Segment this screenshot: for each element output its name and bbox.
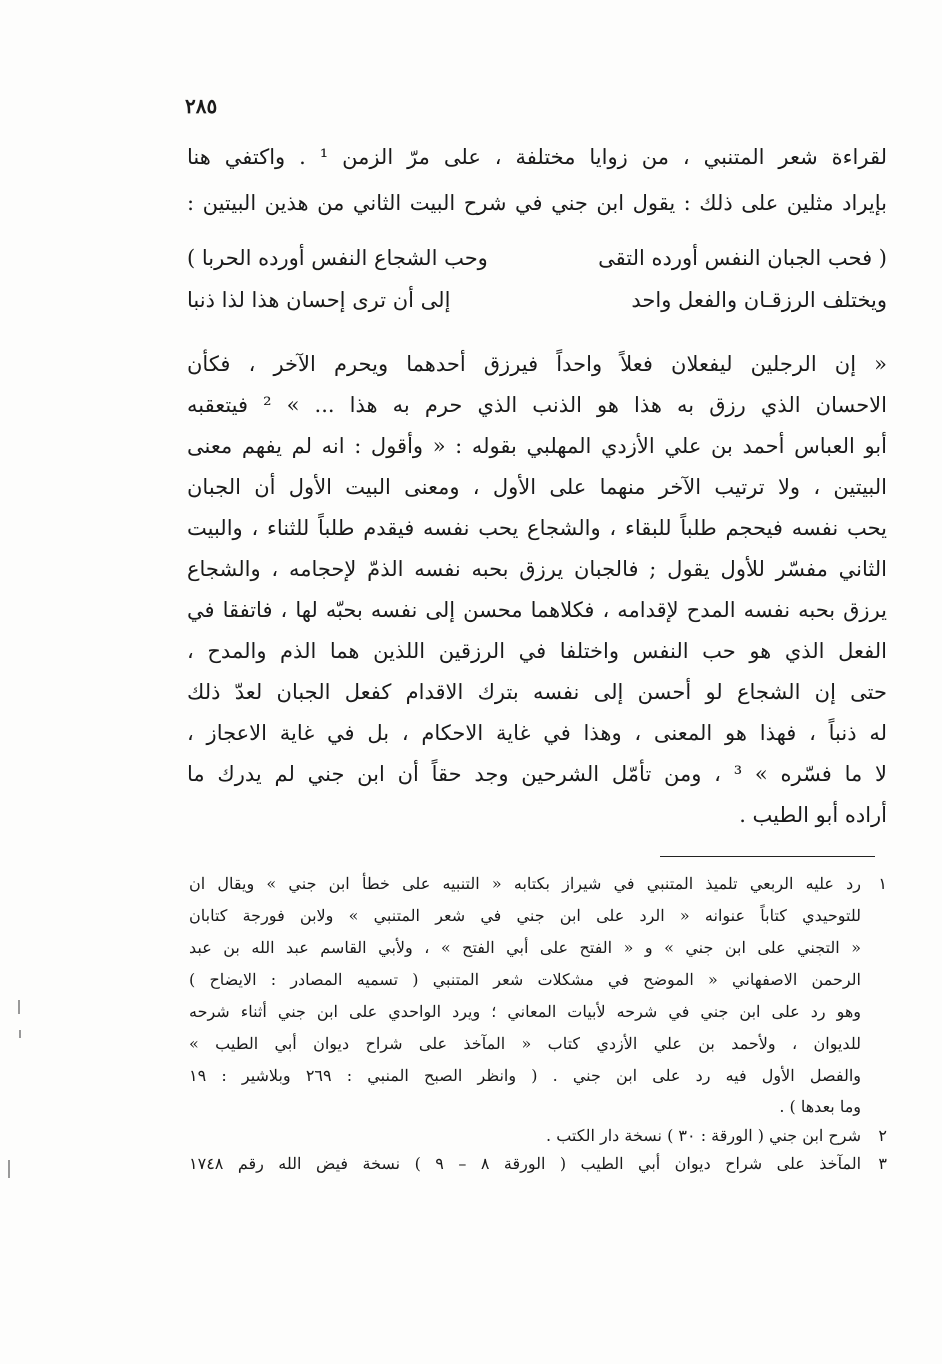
body-line: البيتين ، ولا ترتيب الآخر منهما على الأول ، ومعنى البيت الأول أن الجبان [187,475,887,499]
footnote-number: ٣ [878,1154,887,1173]
scan-speck [8,1160,10,1178]
body-line: الاحسان الذي رزق به هذا هو الذنب الذي حرم به هذا ... » ² فيتعقبه [187,393,887,417]
footnote-text: المآخذ على شراح ديوان أبي الطيب ( الورقة ٨ – ٩ ) نسخة فيض الله رقم ١٧٤٨ [189,1154,862,1173]
body-line: أبو العباس أحمد بن علي الأزدي المهلبي بقوله : « وأقول : انه لم يفهم معنى [187,434,887,458]
footnote-text: « التجني على ابن جني » و « الفتح على أبي الفتح » ، ولأبي القاسم عبد الله بن عبد [189,938,862,957]
scan-speck [19,1030,21,1038]
footnote-number: ١ [878,874,887,893]
page-number: ٢٨٥ [185,94,218,118]
footnote-text: وهو رد على ابن جني في شرحه لأبيات المعاني ؛ ويرد الواحدي على ابن جني أثناء شرحه [189,1002,861,1021]
body-line: « إن الرجلين ليفعلان فعلاً واحداً فيرزق أحدهما ويحرم الآخر ، فكأن [187,352,887,376]
body-line: حتى إن الشجاع لو أحسن إلى نفسه بترك الاقدام كفعل الجبان لعدّ ذلك [187,680,887,704]
body-line: له ذنباً ، فهذا هو المعنى ، وهذا في غاية الاحكام ، بل في غاية الاعجاز ، [187,721,887,745]
body-line: لا ما فسّره » ³ ، ومن تأمّل الشرحين وجد حقاً أن ابن جني لم يدرك ما [187,762,887,786]
footnote-text: للتوحيدي كتاباً عنوانه « الرد على ابن جني في شعر المتنبي » ولابن فورجة كتابان [189,906,861,925]
footnote-number: ٢ [878,1126,887,1145]
footnote-line [187,1123,887,1148]
footnote-line [187,903,887,928]
footnote-line [187,1094,887,1119]
body-line: يحب نفسه فيحجم طلباً للبقاء ، والشجاع يحب نفسه فيقدم طلباً للثناء ، والبيت [187,516,887,540]
intro-line: لقراءة شعر المتنبي ، من زوايا مختلفة ، على مرّ الزمن ¹ . واكتفي هنا [187,145,887,169]
verse-first-hemistich: ويختلف الرزقـان والفعل واحد [631,288,887,312]
footnote-text: للديوان ، ولأحمد بن علي الأزدي كتاب « المآخذ على شراح ديوان أبي الطيب » [189,1034,861,1053]
footnote-line [187,1063,887,1088]
footnote-text: الرحمن الاصفهاني « الموضح في مشكلات شعر المتنبي ( تسميه المصادر : الايضاح ) [189,970,861,989]
footnote-separator [660,856,875,857]
footnote-text: وما بعدها ) . [779,1097,861,1116]
footnote-line [187,1151,887,1176]
body-line: الثاني مفسّر للأول يقول ; فالجبان يرزق بحبه نفسه الذمّ لإحجامه ، والشجاع [187,557,887,581]
verse-second-hemistich: وحب الشجاع النفس أورده الحربا ) [187,246,488,270]
footnote-line [187,999,887,1024]
footnote-line [187,871,887,896]
footnote-text: والفصل الأول فيه رد على ابن جني . ( وانظر الصبح المنبي : ٢٦٩ وبلاشير : ١٩ [189,1066,861,1085]
body-line: يرزق بحبه نفسه المدح لإقدامه ، فكلاهما محسن إلى نفسه بحبّه لها ، فاتفقا في [187,598,887,622]
footnote-text: رد عليه الربعي تلميذ المتنبي في شيراز بكتابه « التنبيه على خطأ ابن جني » ويقال ان [189,874,861,893]
footnote-line [187,935,887,960]
footnote-text: شرح ابن جني ( الورقة : ٣٠ ) نسخة دار الكتب . [546,1126,861,1145]
scan-speck [18,1000,20,1014]
body-line: أراده أبو الطيب . [739,803,887,827]
footnote-line [187,967,887,992]
verse-second-hemistich: إلى أن ترى إحسان هذا لذا ذنبا [187,288,451,312]
intro-line: بإيراد مثلين على ذلك : يقول ابن جني في شرح البيت الثاني من هذين البيتين : [187,191,887,215]
verse-first-hemistich: ( فحب الجبان النفس أورده التقى [598,246,887,270]
footnote-line [187,1031,887,1056]
body-line: الفعل الذي هو حب النفس واختلفا في الرزقين اللذين هما الذم والمدح ، [187,639,887,663]
